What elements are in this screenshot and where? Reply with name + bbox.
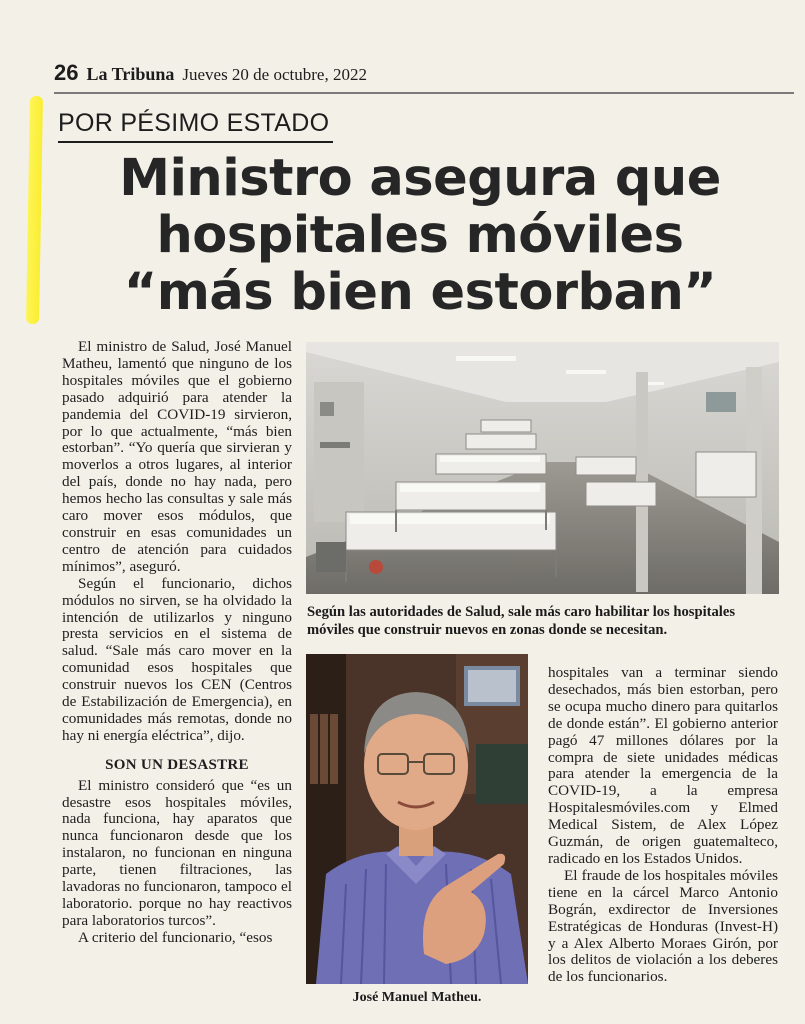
portrait-caption: José Manuel Matheu. bbox=[352, 990, 482, 1005]
paragraph: A criterio del funcionario, “esos bbox=[78, 928, 273, 946]
page-number: 26 bbox=[54, 60, 79, 85]
kicker: POR PÉSIMO ESTADO bbox=[58, 107, 333, 143]
highlighter-mark bbox=[26, 96, 43, 324]
subheading: SON UN DESASTRE bbox=[105, 756, 249, 773]
headline bbox=[60, 150, 780, 321]
paragraph: Según el funcionario, dichos módulos no sirven, se ha olvidado la intención de utilizarlos y ninguno presta servicios en el sistema de salud. “Sale más caro mover en la comunidad esos hospitales que construir nuevos los CEN (Centros de Estabilización de Emergencia), en comunidades más remotas, donde no hay ni energía eléctrica”, dijo. bbox=[62, 574, 292, 744]
headline-line-1: Ministro asegura que bbox=[119, 149, 721, 208]
minister-portrait-photo bbox=[306, 654, 528, 984]
headline-line-3: “más bien estorban” bbox=[123, 263, 717, 322]
paragraph: El ministro consideró que “es un desastre esos hospitales móviles, nada funciona, hay aparatos que nunca funcionaron desde que los instalaron, no funcionan en ninguna parte, tienen filtraciones, las lavadoras no funcionaron, tampoco el laboratorio. porque no hay reactivos para laboratorios turcos”. bbox=[62, 776, 292, 929]
publication-date: Jueves 20 de octubre, 2022 bbox=[182, 65, 367, 84]
article-column-1 bbox=[62, 339, 292, 947]
headline-line-2: hospitales móviles bbox=[156, 206, 684, 265]
header-rule bbox=[54, 92, 794, 94]
photo-caption: Según las autoridades de Salud, sale más caro habilitar los hospitales móviles que construir nuevos en zonas donde se necesitan. bbox=[307, 604, 736, 638]
folio-line bbox=[54, 60, 367, 88]
publication-name: La Tribuna bbox=[86, 64, 175, 84]
paragraph: hospitales van a terminar siendo desechados, más bien estorban, pero se ocupa mucho dinero para quitarlos de donde están”. El gobierno anterior pagó 47 millones dólares por la compra de siete unidades médicas para atender la emergencia de la COVID-19, a la empresa Hospitalesmóviles.com y Elmed Medical Sistem, de Alex López Guzmán, de origen guatemalteco, radicado en los Estados Unidos. bbox=[548, 664, 778, 867]
hospital-ward-photo bbox=[306, 342, 779, 594]
paragraph: El fraude de los hospitales móviles tiene en la cárcel Marco Antonio Bográn, exdirector de Inversiones Estratégicas de Honduras (Invest-H) y a Alex Alberto Moraes Girón, por los delitos de violación a los deberes de los funcionarios. bbox=[548, 866, 778, 986]
paragraph: El ministro de Salud, José Manuel Matheu, lamentó que ninguno de los hospitales móviles que el gobierno pasado adquirió para atender la pandemia del COVID-19 sirvieron, por lo que actualmente, “más bien estorban”. “Yo quería que sirvieran y moverlos a otros lugares, al interior del país, donde no hay nada, pero hemos hecho las consultas y sale más caro mover esos módulos, que construir en esas comunidades un centro de atención para cuidados mínimos”, aseguró. bbox=[62, 338, 292, 575]
article-column-3 bbox=[548, 665, 778, 986]
